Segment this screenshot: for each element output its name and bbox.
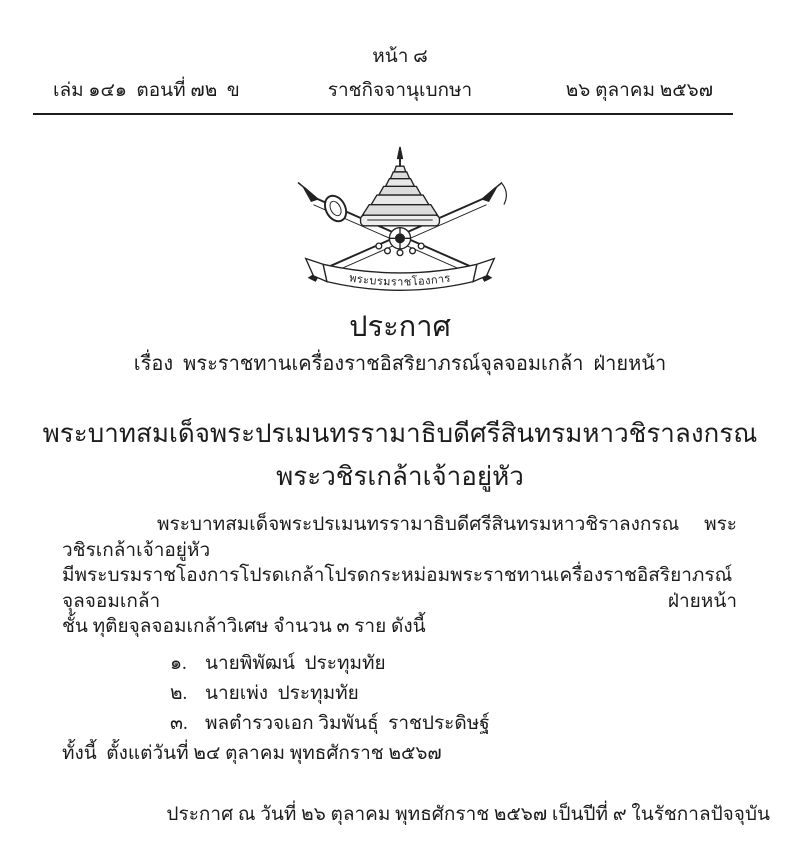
volume-part-label: เล่ม ๑๔๑ ตอนที่ ๗๒ ข: [53, 80, 240, 101]
recipient-number: ๑.: [170, 652, 187, 674]
header-rule: [33, 113, 733, 115]
page-number: หน้า ๘: [372, 46, 428, 67]
recipient-number: ๓.: [170, 712, 188, 734]
recipient-name: นายพิพัฒน์ ประทุมทัย: [205, 652, 386, 674]
recipient-number: ๒.: [170, 682, 188, 704]
recipient-name: พลตำรวจเอก วิมพันธุ์ ราชประดิษฐ์: [205, 712, 490, 734]
gazette-date: ๒๖ ตุลาคม ๒๕๖๗: [565, 80, 713, 101]
issued-date-line: ประกาศ ณ วันที่ ๒๖ ตุลาคม พุทธศักราช ๒๕๖๗ เป็นปีที่ ๙ ในรัชกาลปัจจุบัน: [166, 803, 770, 825]
recipient-row: [62, 709, 737, 739]
royal-crest-icon: [274, 145, 526, 297]
body-line: พระบาทสมเด็จพระปรเมนทรรามาธิบดีศรีสินทรมหาวชิราลงกรณ พระวชิรเกล้าเจ้าอยู่หัว: [62, 514, 737, 561]
recipient-list: [62, 649, 737, 739]
royal-name-line2: พระวชิรเกล้าเจ้าอยู่หัว: [276, 462, 524, 491]
crown-icon: [361, 147, 440, 226]
recipient-row: [62, 649, 737, 679]
gazette-header: [0, 78, 800, 104]
royal-name-heading: [0, 412, 800, 498]
announcement-body: [62, 512, 737, 769]
royal-name-line1: พระบาทสมเด็จพระปรเมนทรรามาธิบดีศรีสินทรมหาวชิราลงกรณ: [42, 419, 758, 448]
announcement-subject: เรื่อง พระราชทานเครื่องราชอิสริยาภรณ์จุลจอมเกล้า ฝ่ายหน้า: [133, 353, 667, 375]
ribbon-banner: [306, 259, 495, 291]
recipient-name: นายเพ่ง ประทุมทัย: [205, 682, 359, 704]
effective-date-line: ทั้งนี้ ตั้งแต่วันที่ ๒๔ ตุลาคม พุทธศักราช ๒๕๖๗: [62, 742, 442, 764]
announcement-title: ประกาศ: [349, 311, 451, 343]
body-line: มีพระบรมราชโองการโปรดเกล้าโปรดกระหม่อมพระราชทานเครื่องราชอิสริยาภรณ์จุลจอมเกล้า ฝ่ายหน้า: [62, 565, 737, 612]
ribbon-text: พระบรมราชโองการ: [348, 272, 452, 289]
recipient-row: [62, 679, 737, 709]
royal-command-emblem: [0, 145, 800, 297]
body-line: ชั้น ทุติยจุลจอมเกล้าวิเศษ จำนวน ๓ ราย ดังนี้: [62, 616, 426, 637]
gazette-name: ราชกิจจานุเบกษา: [327, 80, 473, 101]
